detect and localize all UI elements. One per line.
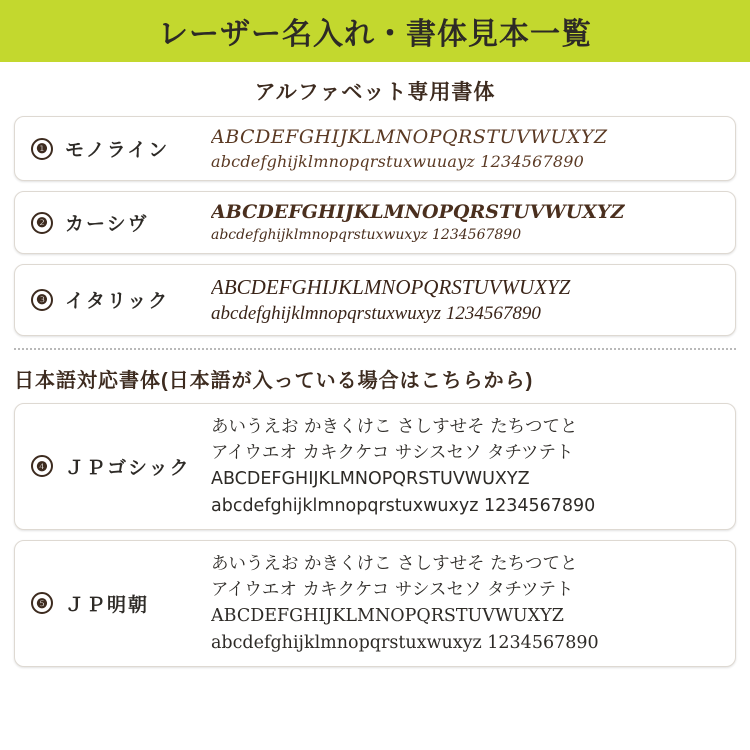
sample-line-uppercase: ABCDEFGHIJKLMNOPQRSTUVWUXYZ: [211, 126, 608, 148]
sample-line-hiragana: あいうえお かきくけこ さしすせそ たちつてと: [211, 416, 578, 437]
row-number-badge: ❶: [31, 138, 53, 160]
row-number-badge: ❹: [31, 455, 53, 477]
section-heading-japanese: 日本語対応書体(日本語が入っている場合はこちらから): [14, 369, 534, 392]
sample-line-uppercase: ABCDEFGHIJKLMNOPQRSTUVWUXYZ: [211, 201, 625, 224]
table-row[interactable]: [14, 264, 736, 336]
font-name-label: モノライン: [65, 140, 170, 162]
sample-line-katakana: アイウエオ カキクケコ サシスセソ タチツテト: [211, 443, 574, 463]
font-row-list-japanese: [0, 403, 750, 667]
sample-line-lowercase: abcdefghijklmnopqrstuxwuxyz 1234567890: [211, 226, 522, 243]
row-number-badge: ❷: [31, 212, 53, 234]
font-sample-cursive: [211, 200, 729, 245]
table-row[interactable]: [14, 116, 736, 181]
table-row[interactable]: [14, 191, 736, 254]
sample-line-uppercase: ABCDEFGHIJKLMNOPQRSTUVWUXYZ: [211, 469, 530, 490]
font-row-list-alphabet: [0, 116, 750, 336]
font-sample-jp-mincho: [211, 551, 729, 656]
font-name-label: ＪＰゴシック: [65, 457, 191, 479]
font-sample-monoline: [211, 125, 729, 172]
row-number-badge: ❺: [31, 592, 53, 614]
sample-line-lowercase: abcdefghijklmnopqrstuxwuxyz 1234567890: [211, 632, 599, 653]
font-sample-italic: [211, 273, 729, 327]
font-row-label: [21, 209, 211, 236]
sample-line-lowercase: abcdefghijklmnopqrstuxwuxyz 1234567890: [211, 303, 541, 325]
font-row-label: [21, 590, 211, 617]
section-heading-alphabet: アルファベット専用書体: [254, 81, 496, 104]
font-row-label: [21, 453, 211, 480]
font-row-label: [21, 135, 211, 162]
row-number-badge: ❸: [31, 289, 53, 311]
sample-line-katakana: アイウエオ カキクケコ サシスセソ タチツテト: [211, 580, 574, 600]
font-name-label: カーシヴ: [65, 214, 149, 235]
page-title: レーザー名入れ・書体見本一覧: [158, 18, 592, 51]
sample-line-lowercase: abcdefghijklmnopqrstuxwuuayz 1234567890: [211, 151, 585, 171]
sample-line-lowercase: abcdefghijklmnopqrstuxwuxyz 1234567890: [211, 495, 596, 516]
sample-line-hiragana: あいうえお かきくけこ さしすせそ たちつてと: [211, 553, 578, 574]
table-row[interactable]: [14, 403, 736, 530]
font-name-label: イタリック: [65, 291, 170, 313]
sample-line-uppercase: ABCDEFGHIJKLMNOPQRSTUVWUXYZ: [211, 606, 564, 627]
page-header: [0, 0, 750, 62]
font-sample-jp-gothic: [211, 414, 729, 519]
table-row[interactable]: [14, 540, 736, 667]
font-name-label: ＪＰ明朝: [65, 594, 150, 616]
sample-line-uppercase: ABCDEFGHIJKLMNOPQRSTUVWUXYZ: [211, 274, 571, 299]
font-row-label: [21, 286, 211, 313]
